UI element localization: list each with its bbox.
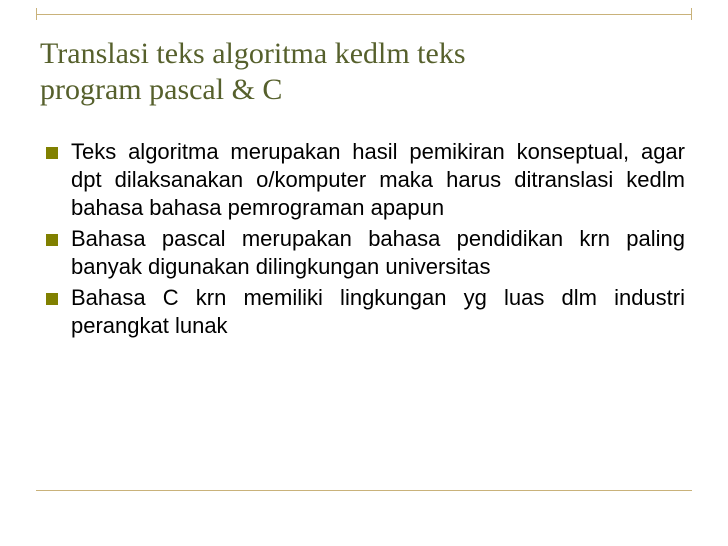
square-bullet-icon	[46, 293, 58, 305]
top-divider	[36, 14, 692, 15]
square-bullet-icon	[46, 234, 58, 246]
top-divider-tick-right	[691, 8, 692, 20]
bullet-item-1	[40, 138, 685, 222]
slide-title-line-1: Translasi teks algoritma kedlm teks	[40, 37, 466, 70]
bullet-item-3	[40, 284, 685, 340]
top-divider-tick-left	[36, 8, 37, 20]
slide-title	[40, 36, 680, 108]
bullet-text-2: Bahasa pascal merupakan bahasa pendidikan krn paling banyak digunakan dilingkungan universitas	[71, 226, 685, 279]
bullet-list	[40, 138, 685, 343]
bullet-item-2	[40, 225, 685, 281]
bullet-text-3: Bahasa C krn memiliki lingkungan yg luas dlm industri perangkat lunak	[71, 285, 685, 338]
bottom-divider	[36, 490, 692, 491]
square-bullet-icon	[46, 147, 58, 159]
bullet-text-1: Teks algoritma merupakan hasil pemikiran konseptual, agar dpt dilaksanakan o/komputer maka harus ditranslasi kedlm bahasa bahasa pemrograman apapun	[71, 139, 685, 220]
slide-title-line-2: program pascal & C	[40, 73, 283, 106]
